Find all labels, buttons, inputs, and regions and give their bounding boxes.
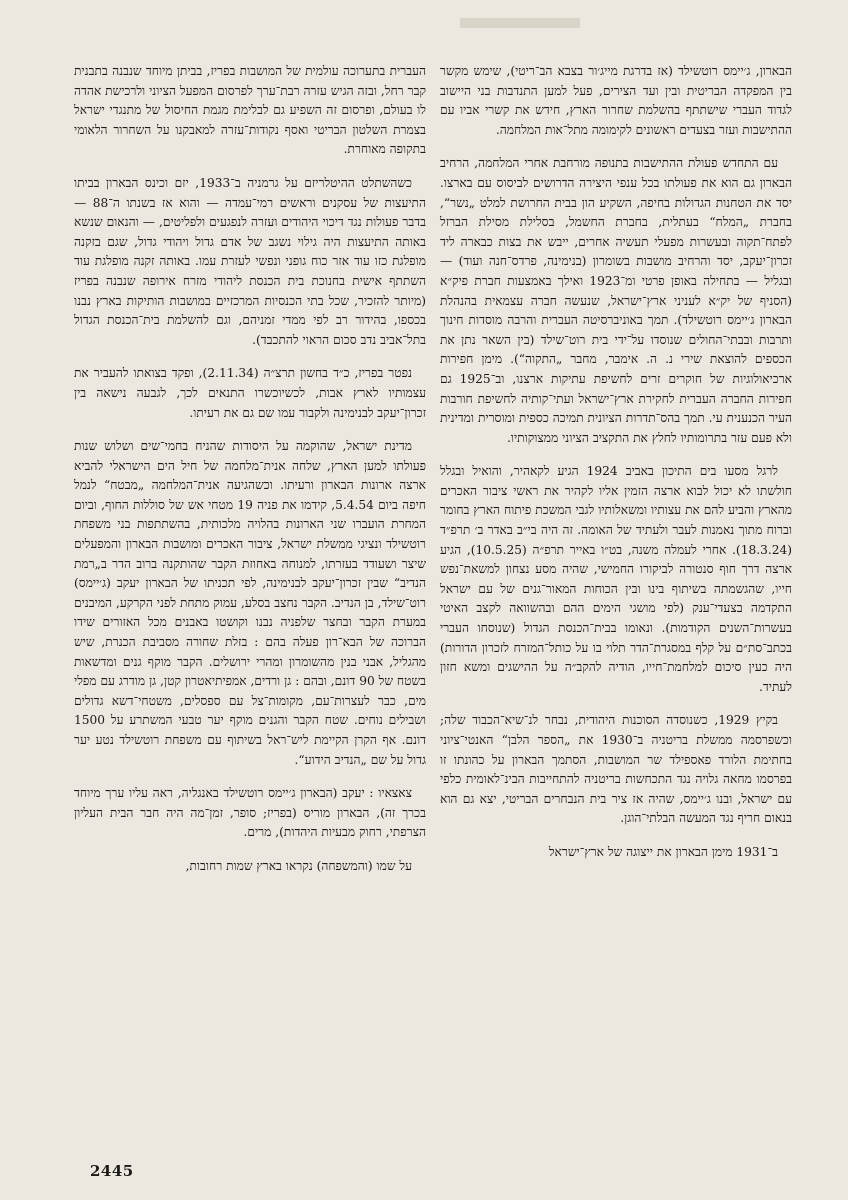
paragraph: כשהשתלט ההיטלריזם על גרמניה ב־1933, יזם וכינס הבארון בביתו התיעצות של עסקנים וראשים רמי־עמדה — והוא אז בשנתו ה־88 — בדבר פעולות נגד דיכוי היהודים ועזרה לנפגעים ולפליטים, — והנאום שנשא באותה התיעצות היה גילוי נשגב של אדם גדול ויהודי גדול, שגם בזקנה מופלגת כזו עוד אזר כוח גופני ונפשי לעזרת עמו. באותה זקנה מופלגת עוד השתתף אישית בחנוכת בית הכנסת ליהודי מזרח אירופה שנבנה בפריז (מיותר להזכיר, שכל בתי הכנסיות המרכזיים במושבות הותיקות בארץ נבנו בכספו, בהידור רב לפי ממדי זמניהם, וגם להשלמת בית־הכנסת הגדול בתל־אביב נדב סכום הראוי להתכבד). [74, 175, 426, 347]
right-column [440, 62, 792, 877]
running-head-smudge [460, 18, 580, 28]
paragraph: נפטר בפריז, כ״ד בחשון תרצ״ה (2.11.34), ופקד בצואתו להעביר את עצמותיו לארץ אבות, לכשיוכשרו התנאים לכך, לגבעה נישאה בין זכרון־יעקב לבנימינה ולקבור עמו שם גם את רעיתו. [74, 366, 426, 420]
paragraph: העברית בתערוכה עולמית של המושבות בפריז, בביתן מיוחד שנבנה בתבנית קבר רחל, ובזה הגיש עזרה רבת־ערך לפרסום המפעל הציוני ולרכישת אהדה לו בעולם, ופרסום זה השפיע גם לבלימת מגמת החיסול של מתנגדי ישראל בצמרת השלטון הבריטי ואסף נקודות־עזרה למאבקנו על השחרור הלאומי בתקופה מאוחרת. [74, 64, 426, 157]
page-number: 2445 [90, 1162, 134, 1180]
paragraph: לרגל מסעו בים התיכון באביב 1924 הגיע לקאהיר, והואיל ובגלל חולשתו לא יכול לבוא ארצה הזמין אליו לקהיר את ראשי ציבור האכרים מהארץ והביע להם את עצותיו ומשאלותיו לגבי המשכת פיתוח הארץ בחומר וברוח מתוך נאמנות לעבר ולעתיד של האומה. זה היה בי״ב באדר ב׳ תרפ״ד (18.3.24). אחרי לעמלה משנה, בט״ו באייר תרפ״ה (10.5.25), הגיע ארצה דרך חוף סנטורה לביקורו החמישי, שהיה מסע נצחון למשאת־נפש חייו, שהגשמתה בשיתוף בינו ובין הכוחות המאור־גנים של עם ישראל התקדמה בצעדי־ענק (לפי מושגי הימים ההם ובהשוואה לקצב האיטי בעשרות־השנים הקודמות). ונאומו בבית־הכנסת הגדול (שנוסחו העברי בכתב־סת״ם על קלף במסגרת־הדר תלוי בו על כותל־המזרח לזכרון הדורות) היה כעין סיכום למלחמת־חייו, הודיה להקב״ה על ההישגים ומשא חזון לעתיד. [440, 464, 792, 694]
paragraph: הבארון, ג׳יימס רוטשילד (אז בדרגת מייג׳ור בצבא הב־ריטי), שימש מקשר בין המפקדה הבריטית ובין ועד הצירים, פעל למען התנדבות בני היישוב לגדוד העברי שישתתף בהשלמת שחרור הארץ, חידש את קשרי אביו עם ההתישבות ועזר בצעדים ראשונים לקימומה מתל־אות המלחמה. [440, 64, 792, 137]
paragraph: על שמו (והמשפחה) נקראו בארץ שמות רחובות, [185, 858, 412, 873]
paragraph: עם התחדש פעולת ההתישבות בתנופה מורחבת אחרי המלחמה, הרחיב הבארון גם הוא את פעולתו בכל ענפי היצירה הדרושים לביסוס עם בארצו. יסד את הטחנות הגדולות בחיפה, השקיע הון בבית החרושת למלט „נשר“, בחברת „המלח“ בעתלית, בחברת החשמל, בסלילת מסילת הברזל לפתח־תקוה ובעשרות מפעלי תעשיה אחרים, ייבש את בצות כבארה ליד זכרון־יעקב, יסד והרחיב מושבות בשומרון (בנימינה, פרדס־חנה ועוד) — ובגליל — בתחילה באופן פרטי ומ־1923 ואילך באמצעות חברת פיק״א (הסניף של יק״א לעניני ארץ־ישראל, שנעשה חברה עצמאית בהנהלת הבארון ג׳יימס רוטשילד). תמך באוניברסיטה העברית והרבה מוסדות חינוך ותרבות ובבתי־החולים שנוסדו על־ידי בית רוט־שילד (בין השאר נתן את הכספים להוצאת שירי נ. ה. אימבר, מחבר „התקוה“). מימן חפירות ארכיאולוגיות של חוקרים זרים לחשיפת עתיקות ארצנו, וב־1925 גם חפירות החברה העברית לחקירת ארץ־ישראל ועתי־קותיה לחשיפת חורבות העיר הכנענית עי. תמך בהס־תדרות הציונית תמיכה כספית ומוסרית ומדינית ולא פעם עזר בתרומותיו לחלץ את התקציב הציוני ממצוקותיו. [440, 156, 792, 445]
left-column [74, 62, 426, 891]
paragraph: בקיץ 1929, כשנוסדה הסוכנות היהודית, נבחר לנ־שיא־הכבוד שלה; וכשפרסמה ממשלת בריטניה ב־1930 את „הספר הלבן“ האנטי־ציוני בחתימת הלורד פאספילד שר המושבות, הסתמך הבארון על כהונתו זו בפרסמו מחאה גלויה נגד התכחשות בריטניה להתחייבות הבינ־לאומית כלפי עם ישראל, ובנו ג׳יימס, שהיה אז ציר בית הנבחרים הבריטי, יצא גם הוא בנאום חריף נגד המעשה הבלתי־הוגן. [440, 713, 793, 826]
paragraph: ב־1931 מימן הבארון את ייצוגה של ארץ־ישראל [548, 844, 778, 859]
paragraph: מדינת ישראל, שהוקמה על היסודות שהניח בחמי־שים ושלוש שנות פעולתו למען הארץ, שלחה אנית־מלחמה של חיל הים הישראלי להביא ארצה ארונות הבארון ורעיתו. וכשהגיעה אנית־המלחמה „מבטח“ לנמל חיפה ביום 5.4.54, קידמו את פניה 19 מטחי אש של סוללות החוף, וביום המחרת הועברו שני הארונות בהלויה מלכותית, בהשתתפות בני משפחת רוטשילד ונציגי ממשלת ישראל, ציבור האכרים ומושבות הבארון והמפעלים שיצר ושעודד בעזרתו, למנוחה באחוזת הקבר שהותקנה ברוב הדר ב„רמת הנדיב“ שבין זכרון־יעקב לבנימינה, לפי תכניתו של הבארון יעקב (ג׳יימס) רוט־שילד, בן הנדיב. הקבר נחצב בסלע, עמוק מתחת לפני הקרקע, המיבנים במערת הקבר ובחצר שלפניה נבנו וקושטו באבנים מכל האזורים שידו הברוכה של הבא־רון פעלה בהם : בזלת שחורה מסביבת הכנרת, שיש מהגליל, אבני בנין מהשומרון ומהרי ירושלים. הקבר מוקף גנים ומדשאות בשטח של 90 דונם, ובהם : גן ורדים, אמפיתיאטרון קטן, גן מודרג עם מפלי מים, כבר לעצרות־עם, מקומות־צל עם ספסלים, משטחי־דשא גדולים ושבילים נוחים. שטח הקבר והגנים מוקף יער טבעי המשתרע על 1500 דונם. אף הקרן הקיימת ליש־ראל בשיתוף עם משפחת רוטשילד נטע יער גדול על שם „הנדיב הידוע“. [74, 439, 427, 767]
paragraph: צאצאיו : יעקב (הבארון ג׳יימס רוטשילד באנגליה, ראה עליו ערך מיוחד בכרך זה), הבארון מוריס (בפריז; סופר, זמן־מה היה חבר הבית העליון הצרפתי, רחוק מבעיות היהדות), מרים. [74, 786, 426, 840]
